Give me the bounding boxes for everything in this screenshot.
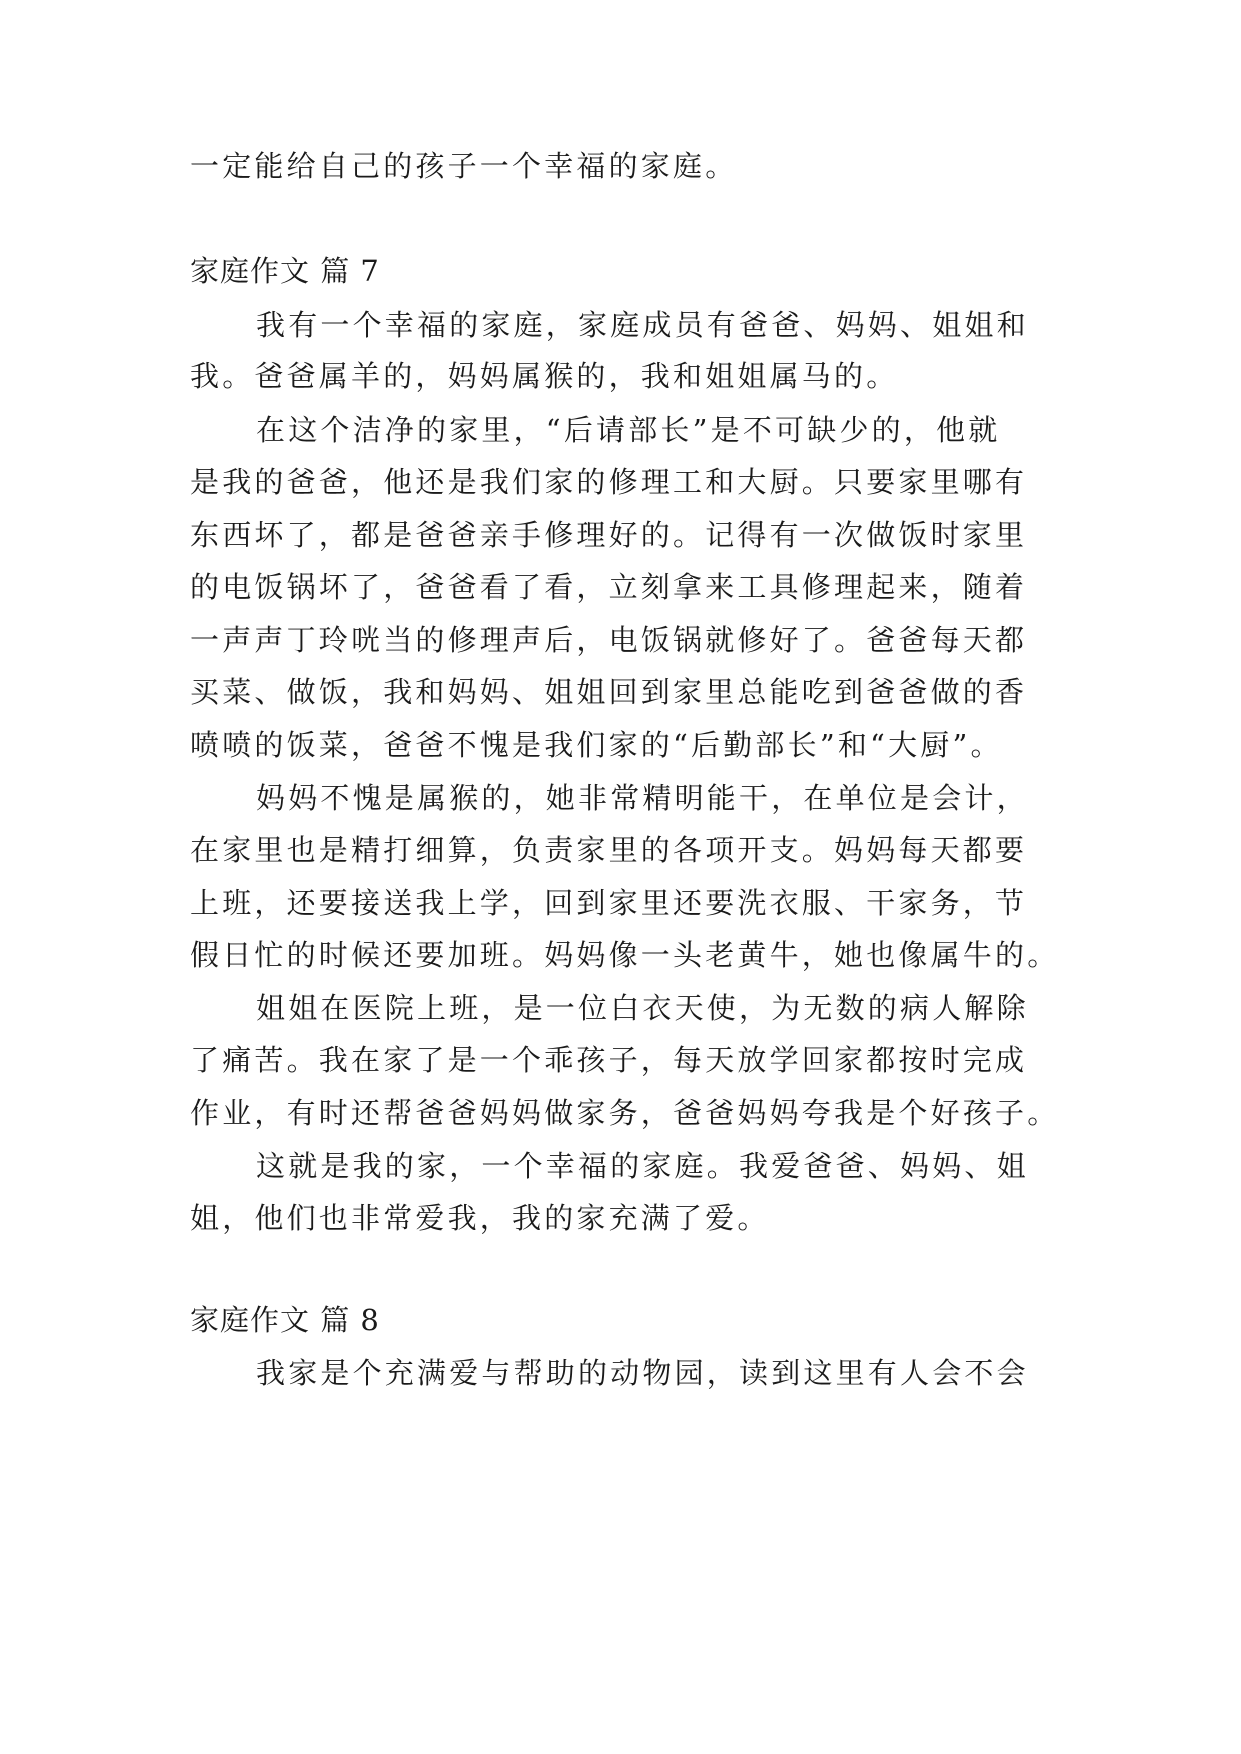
text-line: 上班，还要接送我上学，回到家里还要洗衣服、干家务，节 (190, 886, 1028, 920)
text-line: 买菜、做饭，我和妈妈、姐姐回到家里总能吃到爸爸做的香 (190, 675, 1028, 709)
text-line: 这就是我的家，一个幸福的家庭。我爱爸爸、妈妈、姐 (256, 1149, 1029, 1183)
text-line: 姐，他们也非常爱我，我的家充满了爱。 (190, 1201, 770, 1235)
text-line: 我有一个幸福的家庭，家庭成员有爸爸、妈妈、姐姐和 (256, 308, 1029, 342)
section-heading: 家庭作文 篇 7 (190, 254, 380, 288)
text-line: 喷喷的饭菜，爸爸不愧是我们家的“后勤部长”和“大厨”。 (190, 728, 1003, 762)
text-line: 假日忙的时候还要加班。妈妈像一头老黄牛，她也像属牛的。 (190, 938, 1060, 972)
text-line: 东西坏了，都是爸爸亲手修理好的。记得有一次做饭时家里 (190, 518, 1028, 552)
text-line: 的电饭锅坏了，爸爸看了看，立刻拿来工具修理起来，随着 (190, 570, 1028, 604)
text-line: 在家里也是精打细算，负责家里的各项开支。妈妈每天都要 (190, 833, 1028, 867)
text-line: 一定能给自己的孩子一个幸福的家庭。 (190, 149, 738, 183)
text-line: 作业，有时还帮爸爸妈妈做家务，爸爸妈妈夸我是个好孩子。 (190, 1096, 1060, 1130)
text-line: 我。爸爸属羊的，妈妈属猴的，我和姐姐属马的。 (190, 359, 899, 393)
text-line: 是我的爸爸，他还是我们家的修理工和大厨。只要家里哪有 (190, 465, 1028, 499)
section-heading: 家庭作文 篇 8 (190, 1303, 380, 1337)
text-line: 妈妈不愧是属猴的，她非常精明能干，在单位是会计， (256, 781, 1029, 815)
text-line: 在这个洁净的家里，“后请部长”是不可缺少的，他就 (256, 413, 1001, 447)
text-line: 了痛苦。我在家了是一个乖孩子，每天放学回家都按时完成 (190, 1043, 1028, 1077)
text-line: 一声声丁玲咣当的修理声后，电饭锅就修好了。爸爸每天都 (190, 623, 1028, 657)
text-line: 姐姐在医院上班，是一位白衣天使，为无数的病人解除 (256, 991, 1029, 1025)
text-line: 我家是个充满爱与帮助的动物园，读到这里有人会不会 (256, 1356, 1029, 1390)
